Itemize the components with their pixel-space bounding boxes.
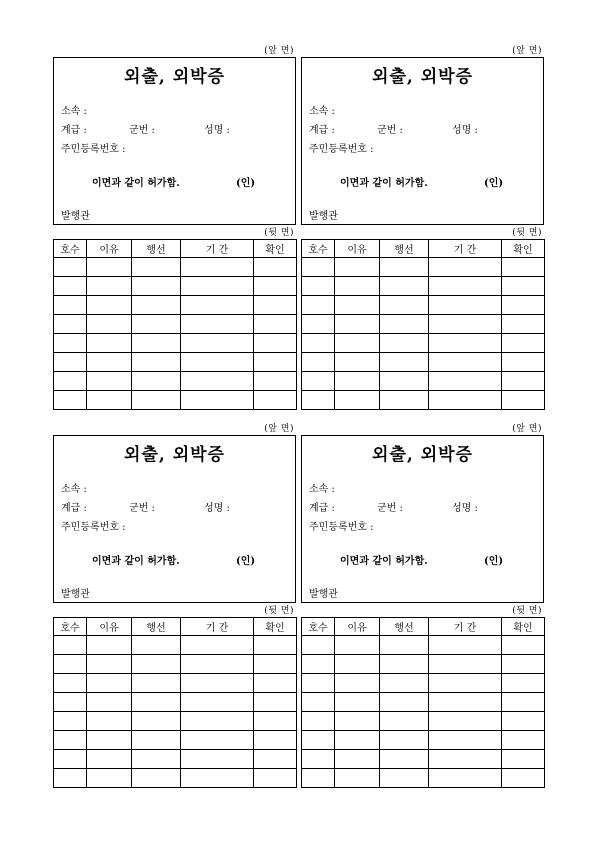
table-cell[interactable] bbox=[254, 769, 297, 788]
table-cell[interactable] bbox=[254, 750, 297, 769]
table-cell[interactable] bbox=[181, 391, 254, 410]
back-side-label: (뒷 면) bbox=[264, 228, 294, 238]
affiliation-field[interactable]: 소속 : bbox=[309, 106, 335, 117]
table-header-row bbox=[302, 618, 545, 636]
table-cell[interactable] bbox=[54, 315, 87, 334]
table-cell[interactable] bbox=[54, 636, 87, 655]
table-cell[interactable] bbox=[254, 674, 297, 693]
table-cell[interactable] bbox=[132, 655, 181, 674]
table-header-cell: 행선 bbox=[380, 240, 429, 258]
table-cell[interactable] bbox=[429, 258, 502, 277]
pass-log-table bbox=[301, 239, 545, 410]
table-row bbox=[54, 636, 297, 655]
table-header-row bbox=[54, 618, 297, 636]
table-cell[interactable] bbox=[502, 712, 545, 731]
table-row bbox=[54, 391, 297, 410]
pass-title: 외출, 외박증 bbox=[372, 67, 473, 87]
table-cell[interactable] bbox=[254, 353, 297, 372]
table-cell[interactable] bbox=[87, 750, 132, 769]
table-header-cell: 호수 bbox=[302, 240, 335, 258]
service-number-field[interactable]: 군번 : bbox=[129, 125, 155, 136]
table-header-cell: 확인 bbox=[502, 240, 545, 258]
table-header-cell: 호수 bbox=[54, 618, 87, 636]
table-cell[interactable] bbox=[181, 750, 254, 769]
table-row bbox=[302, 315, 545, 334]
table-cell[interactable] bbox=[87, 636, 132, 655]
table-cell[interactable] bbox=[132, 334, 181, 353]
table-cell[interactable] bbox=[54, 353, 87, 372]
table-row bbox=[302, 296, 545, 315]
table-cell[interactable] bbox=[302, 674, 335, 693]
table-cell[interactable] bbox=[132, 372, 181, 391]
table-cell[interactable] bbox=[502, 334, 545, 353]
table-cell[interactable] bbox=[302, 296, 335, 315]
table-cell[interactable] bbox=[181, 315, 254, 334]
table-cell[interactable] bbox=[87, 372, 132, 391]
pass-slip bbox=[301, 45, 544, 410]
table-cell[interactable] bbox=[54, 693, 87, 712]
table-cell[interactable] bbox=[302, 636, 335, 655]
table-cell[interactable] bbox=[380, 258, 429, 277]
rank-field[interactable]: 계급 : bbox=[61, 125, 87, 136]
name-field[interactable]: 성명 : bbox=[204, 503, 230, 514]
table-cell[interactable] bbox=[335, 372, 380, 391]
table-cell[interactable] bbox=[181, 693, 254, 712]
table-row bbox=[54, 731, 297, 750]
pass-slip bbox=[53, 423, 296, 788]
table-cell[interactable] bbox=[302, 655, 335, 674]
table-cell[interactable] bbox=[302, 750, 335, 769]
table-cell[interactable] bbox=[302, 712, 335, 731]
table-header-cell: 이유 bbox=[87, 618, 132, 636]
table-cell[interactable] bbox=[254, 712, 297, 731]
table-cell[interactable] bbox=[254, 334, 297, 353]
table-cell[interactable] bbox=[254, 258, 297, 277]
table-row bbox=[54, 750, 297, 769]
table-cell[interactable] bbox=[302, 769, 335, 788]
table-cell[interactable] bbox=[335, 693, 380, 712]
resident-id-field[interactable]: 주민등록번호 : bbox=[61, 522, 126, 533]
pass-front bbox=[301, 435, 544, 603]
table-cell[interactable] bbox=[132, 258, 181, 277]
table-cell[interactable] bbox=[254, 296, 297, 315]
table-cell[interactable] bbox=[335, 391, 380, 410]
table-cell[interactable] bbox=[132, 674, 181, 693]
table-cell[interactable] bbox=[380, 693, 429, 712]
permission-statement: 이면과 같이 허가함. bbox=[340, 178, 428, 189]
table-cell[interactable] bbox=[380, 712, 429, 731]
table-row bbox=[302, 655, 545, 674]
table-cell[interactable] bbox=[87, 315, 132, 334]
table-cell[interactable] bbox=[429, 712, 502, 731]
table-cell[interactable] bbox=[380, 315, 429, 334]
pass-front bbox=[301, 57, 544, 225]
table-cell[interactable] bbox=[335, 315, 380, 334]
table-cell[interactable] bbox=[54, 750, 87, 769]
table-header-cell: 이유 bbox=[335, 240, 380, 258]
table-cell[interactable] bbox=[181, 712, 254, 731]
table-row bbox=[302, 334, 545, 353]
table-cell[interactable] bbox=[335, 674, 380, 693]
table-row bbox=[302, 674, 545, 693]
table-header-cell: 이유 bbox=[87, 240, 132, 258]
back-side-label: (뒷 면) bbox=[512, 228, 542, 238]
table-cell[interactable] bbox=[54, 731, 87, 750]
table-row bbox=[302, 731, 545, 750]
table-row bbox=[302, 712, 545, 731]
table-row bbox=[302, 750, 545, 769]
table-cell[interactable] bbox=[54, 258, 87, 277]
table-cell[interactable] bbox=[54, 674, 87, 693]
table-cell[interactable] bbox=[302, 315, 335, 334]
table-cell[interactable] bbox=[502, 315, 545, 334]
table-cell[interactable] bbox=[54, 769, 87, 788]
name-field[interactable]: 성명 : bbox=[452, 125, 478, 136]
resident-id-field[interactable]: 주민등록번호 : bbox=[309, 522, 374, 533]
seal-mark: (인) bbox=[236, 178, 256, 189]
table-row bbox=[54, 315, 297, 334]
table-cell[interactable] bbox=[302, 731, 335, 750]
table-row bbox=[54, 277, 297, 296]
table-cell[interactable] bbox=[132, 296, 181, 315]
pass-title: 외출, 외박증 bbox=[372, 445, 473, 465]
table-cell[interactable] bbox=[429, 277, 502, 296]
table-row bbox=[302, 258, 545, 277]
pass-log-table bbox=[53, 239, 297, 410]
table-cell[interactable] bbox=[380, 674, 429, 693]
table-cell[interactable] bbox=[302, 277, 335, 296]
table-cell[interactable] bbox=[87, 655, 132, 674]
seal-mark: (인) bbox=[484, 556, 504, 567]
table-cell[interactable] bbox=[380, 731, 429, 750]
table-row bbox=[302, 372, 545, 391]
table-cell[interactable] bbox=[132, 353, 181, 372]
table-row bbox=[54, 258, 297, 277]
table-row bbox=[302, 353, 545, 372]
service-number-field[interactable]: 군번 : bbox=[129, 503, 155, 514]
table-cell[interactable] bbox=[380, 750, 429, 769]
table-cell[interactable] bbox=[132, 712, 181, 731]
front-side-label: (앞 면) bbox=[512, 46, 542, 56]
table-row bbox=[302, 693, 545, 712]
table-cell[interactable] bbox=[380, 655, 429, 674]
table-cell[interactable] bbox=[87, 296, 132, 315]
table-row bbox=[54, 334, 297, 353]
table-cell[interactable] bbox=[429, 693, 502, 712]
table-cell[interactable] bbox=[502, 636, 545, 655]
affiliation-field[interactable]: 소속 : bbox=[61, 106, 87, 117]
pass-slip bbox=[301, 423, 544, 788]
table-cell[interactable] bbox=[335, 296, 380, 315]
pass-title: 외출, 외박증 bbox=[124, 67, 225, 87]
rank-field[interactable]: 계급 : bbox=[61, 503, 87, 514]
table-cell[interactable] bbox=[54, 296, 87, 315]
table-cell[interactable] bbox=[502, 655, 545, 674]
table-cell[interactable] bbox=[302, 693, 335, 712]
table-row bbox=[54, 296, 297, 315]
table-header-cell: 기 간 bbox=[181, 240, 254, 258]
table-cell[interactable] bbox=[181, 334, 254, 353]
table-cell[interactable] bbox=[502, 391, 545, 410]
affiliation-field[interactable]: 소속 : bbox=[309, 484, 335, 495]
table-cell[interactable] bbox=[502, 769, 545, 788]
table-cell[interactable] bbox=[335, 636, 380, 655]
table-header-cell: 행선 bbox=[380, 618, 429, 636]
table-cell[interactable] bbox=[335, 334, 380, 353]
table-cell[interactable] bbox=[87, 334, 132, 353]
pass-slip bbox=[53, 45, 296, 410]
seal-mark: (인) bbox=[484, 178, 504, 189]
table-cell[interactable] bbox=[254, 731, 297, 750]
table-cell[interactable] bbox=[380, 391, 429, 410]
table-cell[interactable] bbox=[429, 334, 502, 353]
table-cell[interactable] bbox=[429, 372, 502, 391]
table-cell[interactable] bbox=[429, 750, 502, 769]
issuer-field[interactable]: 발행관 bbox=[309, 589, 338, 600]
table-header-cell: 확인 bbox=[254, 240, 297, 258]
pass-front bbox=[53, 435, 296, 603]
table-cell[interactable] bbox=[132, 769, 181, 788]
table-header-cell: 호수 bbox=[302, 618, 335, 636]
table-cell[interactable] bbox=[380, 296, 429, 315]
table-cell[interactable] bbox=[254, 315, 297, 334]
table-cell[interactable] bbox=[181, 353, 254, 372]
table-cell[interactable] bbox=[429, 769, 502, 788]
front-side-label: (앞 면) bbox=[264, 46, 294, 56]
table-cell[interactable] bbox=[87, 353, 132, 372]
table-cell[interactable] bbox=[181, 372, 254, 391]
table-cell[interactable] bbox=[429, 731, 502, 750]
table-cell[interactable] bbox=[254, 655, 297, 674]
table-cell[interactable] bbox=[502, 353, 545, 372]
table-cell[interactable] bbox=[87, 769, 132, 788]
table-cell[interactable] bbox=[132, 636, 181, 655]
table-cell[interactable] bbox=[429, 296, 502, 315]
table-cell[interactable] bbox=[54, 277, 87, 296]
table-cell[interactable] bbox=[380, 353, 429, 372]
table-cell[interactable] bbox=[429, 636, 502, 655]
table-cell[interactable] bbox=[429, 655, 502, 674]
table-header-cell: 이유 bbox=[335, 618, 380, 636]
table-cell[interactable] bbox=[335, 731, 380, 750]
service-number-field[interactable]: 군번 : bbox=[377, 503, 403, 514]
table-cell[interactable] bbox=[302, 372, 335, 391]
table-cell[interactable] bbox=[54, 655, 87, 674]
table-row bbox=[54, 655, 297, 674]
table-cell[interactable] bbox=[502, 296, 545, 315]
table-cell[interactable] bbox=[335, 277, 380, 296]
table-header-cell: 기 간 bbox=[429, 618, 502, 636]
name-field[interactable]: 성명 : bbox=[204, 125, 230, 136]
table-cell[interactable] bbox=[181, 296, 254, 315]
issuer-field[interactable]: 발행관 bbox=[61, 211, 90, 222]
rank-field[interactable]: 계급 : bbox=[309, 503, 335, 514]
table-cell[interactable] bbox=[181, 655, 254, 674]
table-cell[interactable] bbox=[54, 334, 87, 353]
table-cell[interactable] bbox=[502, 674, 545, 693]
table-cell[interactable] bbox=[132, 693, 181, 712]
table-cell[interactable] bbox=[132, 277, 181, 296]
table-header-cell: 확인 bbox=[502, 618, 545, 636]
table-row bbox=[54, 674, 297, 693]
table-cell[interactable] bbox=[380, 277, 429, 296]
pass-log-table bbox=[301, 617, 545, 788]
table-cell[interactable] bbox=[54, 372, 87, 391]
table-cell[interactable] bbox=[132, 750, 181, 769]
table-cell[interactable] bbox=[429, 353, 502, 372]
table-cell[interactable] bbox=[502, 750, 545, 769]
table-cell[interactable] bbox=[302, 391, 335, 410]
table-cell[interactable] bbox=[87, 277, 132, 296]
front-side-label: (앞 면) bbox=[264, 424, 294, 434]
table-cell[interactable] bbox=[254, 372, 297, 391]
seal-mark: (인) bbox=[236, 556, 256, 567]
table-cell[interactable] bbox=[54, 712, 87, 731]
table-row bbox=[54, 693, 297, 712]
rank-field[interactable]: 계급 : bbox=[309, 125, 335, 136]
issuer-field[interactable]: 발행관 bbox=[61, 589, 90, 600]
name-field[interactable]: 성명 : bbox=[452, 503, 478, 514]
table-cell[interactable] bbox=[254, 693, 297, 712]
table-cell[interactable] bbox=[87, 693, 132, 712]
table-cell[interactable] bbox=[181, 258, 254, 277]
table-cell[interactable] bbox=[181, 769, 254, 788]
table-cell[interactable] bbox=[302, 258, 335, 277]
permission-statement: 이면과 같이 허가함. bbox=[92, 556, 180, 567]
table-cell[interactable] bbox=[181, 636, 254, 655]
table-cell[interactable] bbox=[380, 372, 429, 391]
table-cell[interactable] bbox=[132, 315, 181, 334]
table-row bbox=[54, 372, 297, 391]
affiliation-field[interactable]: 소속 : bbox=[61, 484, 87, 495]
table-cell[interactable] bbox=[302, 353, 335, 372]
table-cell[interactable] bbox=[302, 334, 335, 353]
table-cell[interactable] bbox=[502, 731, 545, 750]
table-cell[interactable] bbox=[380, 769, 429, 788]
table-cell[interactable] bbox=[502, 258, 545, 277]
table-cell[interactable] bbox=[181, 731, 254, 750]
table-cell[interactable] bbox=[87, 674, 132, 693]
table-row bbox=[302, 391, 545, 410]
pass-front bbox=[53, 57, 296, 225]
table-row bbox=[54, 769, 297, 788]
table-header-row bbox=[54, 240, 297, 258]
table-header-cell: 행선 bbox=[132, 240, 181, 258]
table-cell[interactable] bbox=[429, 315, 502, 334]
table-cell[interactable] bbox=[254, 636, 297, 655]
table-cell[interactable] bbox=[502, 372, 545, 391]
table-cell[interactable] bbox=[335, 353, 380, 372]
table-cell[interactable] bbox=[254, 391, 297, 410]
table-cell[interactable] bbox=[380, 636, 429, 655]
table-cell[interactable] bbox=[87, 391, 132, 410]
pass-log-table bbox=[53, 617, 297, 788]
front-side-label: (앞 면) bbox=[512, 424, 542, 434]
table-cell[interactable] bbox=[87, 712, 132, 731]
service-number-field[interactable]: 군번 : bbox=[377, 125, 403, 136]
table-row bbox=[302, 636, 545, 655]
table-cell[interactable] bbox=[181, 277, 254, 296]
table-header-cell: 행선 bbox=[132, 618, 181, 636]
table-cell[interactable] bbox=[502, 277, 545, 296]
pass-title: 외출, 외박증 bbox=[124, 445, 225, 465]
table-header-row bbox=[302, 240, 545, 258]
resident-id-field[interactable]: 주민등록번호 : bbox=[309, 144, 374, 155]
table-cell[interactable] bbox=[335, 258, 380, 277]
resident-id-field[interactable]: 주민등록번호 : bbox=[61, 144, 126, 155]
table-cell[interactable] bbox=[335, 769, 380, 788]
table-cell[interactable] bbox=[87, 258, 132, 277]
table-cell[interactable] bbox=[502, 693, 545, 712]
table-cell[interactable] bbox=[54, 391, 87, 410]
table-row bbox=[302, 769, 545, 788]
table-row bbox=[54, 712, 297, 731]
table-header-cell: 확인 bbox=[254, 618, 297, 636]
table-row bbox=[302, 277, 545, 296]
table-header-cell: 호수 bbox=[54, 240, 87, 258]
permission-statement: 이면과 같이 허가함. bbox=[92, 178, 180, 189]
table-cell[interactable] bbox=[132, 731, 181, 750]
table-cell[interactable] bbox=[335, 712, 380, 731]
table-cell[interactable] bbox=[429, 674, 502, 693]
table-cell[interactable] bbox=[181, 674, 254, 693]
table-cell[interactable] bbox=[87, 731, 132, 750]
table-header-cell: 기 간 bbox=[429, 240, 502, 258]
issuer-field[interactable]: 발행관 bbox=[309, 211, 338, 222]
permission-statement: 이면과 같이 허가함. bbox=[340, 556, 428, 567]
table-cell[interactable] bbox=[335, 750, 380, 769]
table-cell[interactable] bbox=[380, 334, 429, 353]
back-side-label: (뒷 면) bbox=[264, 606, 294, 616]
back-side-label: (뒷 면) bbox=[512, 606, 542, 616]
table-cell[interactable] bbox=[429, 391, 502, 410]
table-cell[interactable] bbox=[132, 391, 181, 410]
table-header-cell: 기 간 bbox=[181, 618, 254, 636]
table-row bbox=[54, 353, 297, 372]
table-cell[interactable] bbox=[254, 277, 297, 296]
table-cell[interactable] bbox=[335, 655, 380, 674]
